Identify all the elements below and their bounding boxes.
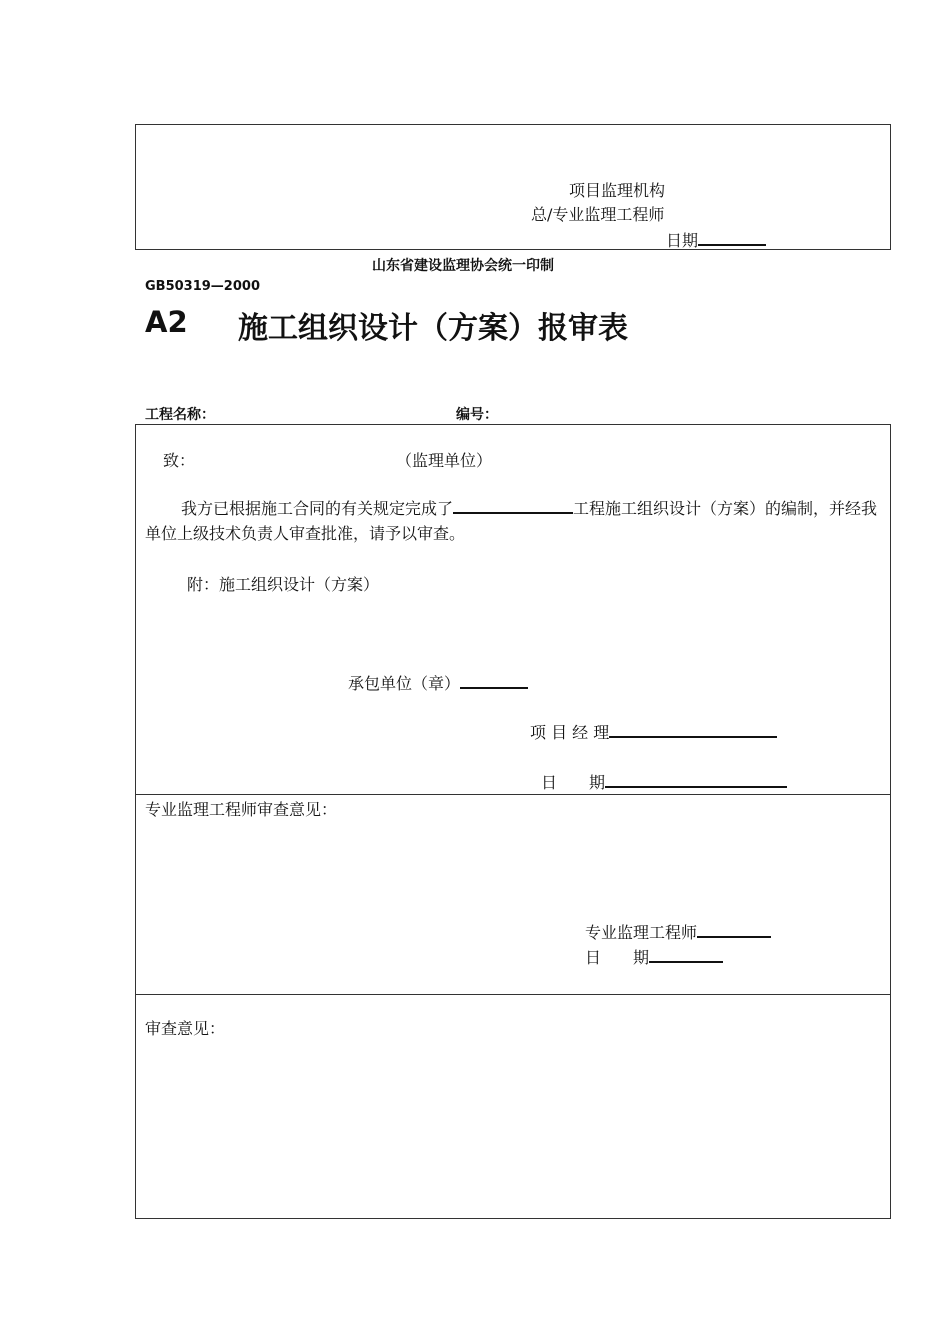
manager-row — [530, 720, 777, 743]
top-date-label: 日期 — [666, 231, 699, 250]
review-date-line — [649, 947, 723, 963]
review-engineer-label: 专业监理工程师 — [585, 923, 698, 942]
contractor-line — [460, 673, 528, 689]
supervision-org-label: 项目监理机构 — [569, 181, 666, 200]
to-label: 致： — [163, 451, 196, 470]
form-code: A2 — [145, 305, 188, 339]
review-engineer-row — [585, 920, 771, 943]
number-label: 编号： — [456, 407, 498, 423]
form-title: 施工组织设计（方案）报审表 — [238, 311, 628, 346]
body-part2: 工程施工组织设计（方案）的编制，并经我单位上级技术负责人审查批准，请予以审查。 — [145, 499, 878, 543]
submission-body — [145, 496, 885, 546]
submission-date-row — [541, 770, 787, 793]
manager-line — [609, 722, 777, 738]
submission-date-label: 日 期 — [541, 773, 606, 792]
contractor-label: 承包单位（章） — [348, 674, 461, 693]
supervisor-unit-label: （监理单位） — [396, 451, 493, 470]
top-date-line — [698, 230, 766, 246]
manager-label: 项 目 经 理 — [530, 723, 610, 742]
contractor-row — [348, 671, 528, 694]
final-review-heading: 审查意见： — [145, 1019, 226, 1038]
submission-section — [135, 424, 891, 795]
standard-code: GB50319—2000 — [145, 279, 260, 294]
review-section — [135, 794, 891, 995]
attachment-text: 附：施工组织设计（方案） — [187, 575, 380, 594]
top-signature-box — [135, 124, 891, 250]
review-heading: 专业监理工程师审查意见： — [145, 800, 338, 819]
publisher-text: 山东省建设监理协会统一印制 — [372, 258, 554, 274]
review-date-row — [585, 945, 723, 968]
project-name-label: 工程名称： — [145, 407, 215, 423]
review-engineer-line — [697, 922, 771, 938]
project-blank-line — [453, 498, 573, 514]
top-date-row — [666, 228, 766, 251]
body-part1: 我方已根据施工合同的有关规定完成了 — [181, 499, 454, 518]
final-review-section — [135, 994, 891, 1219]
submission-date-line — [605, 772, 787, 788]
chief-engineer-label: 总/专业监理工程师 — [531, 205, 665, 224]
review-date-label: 日 期 — [585, 948, 650, 967]
